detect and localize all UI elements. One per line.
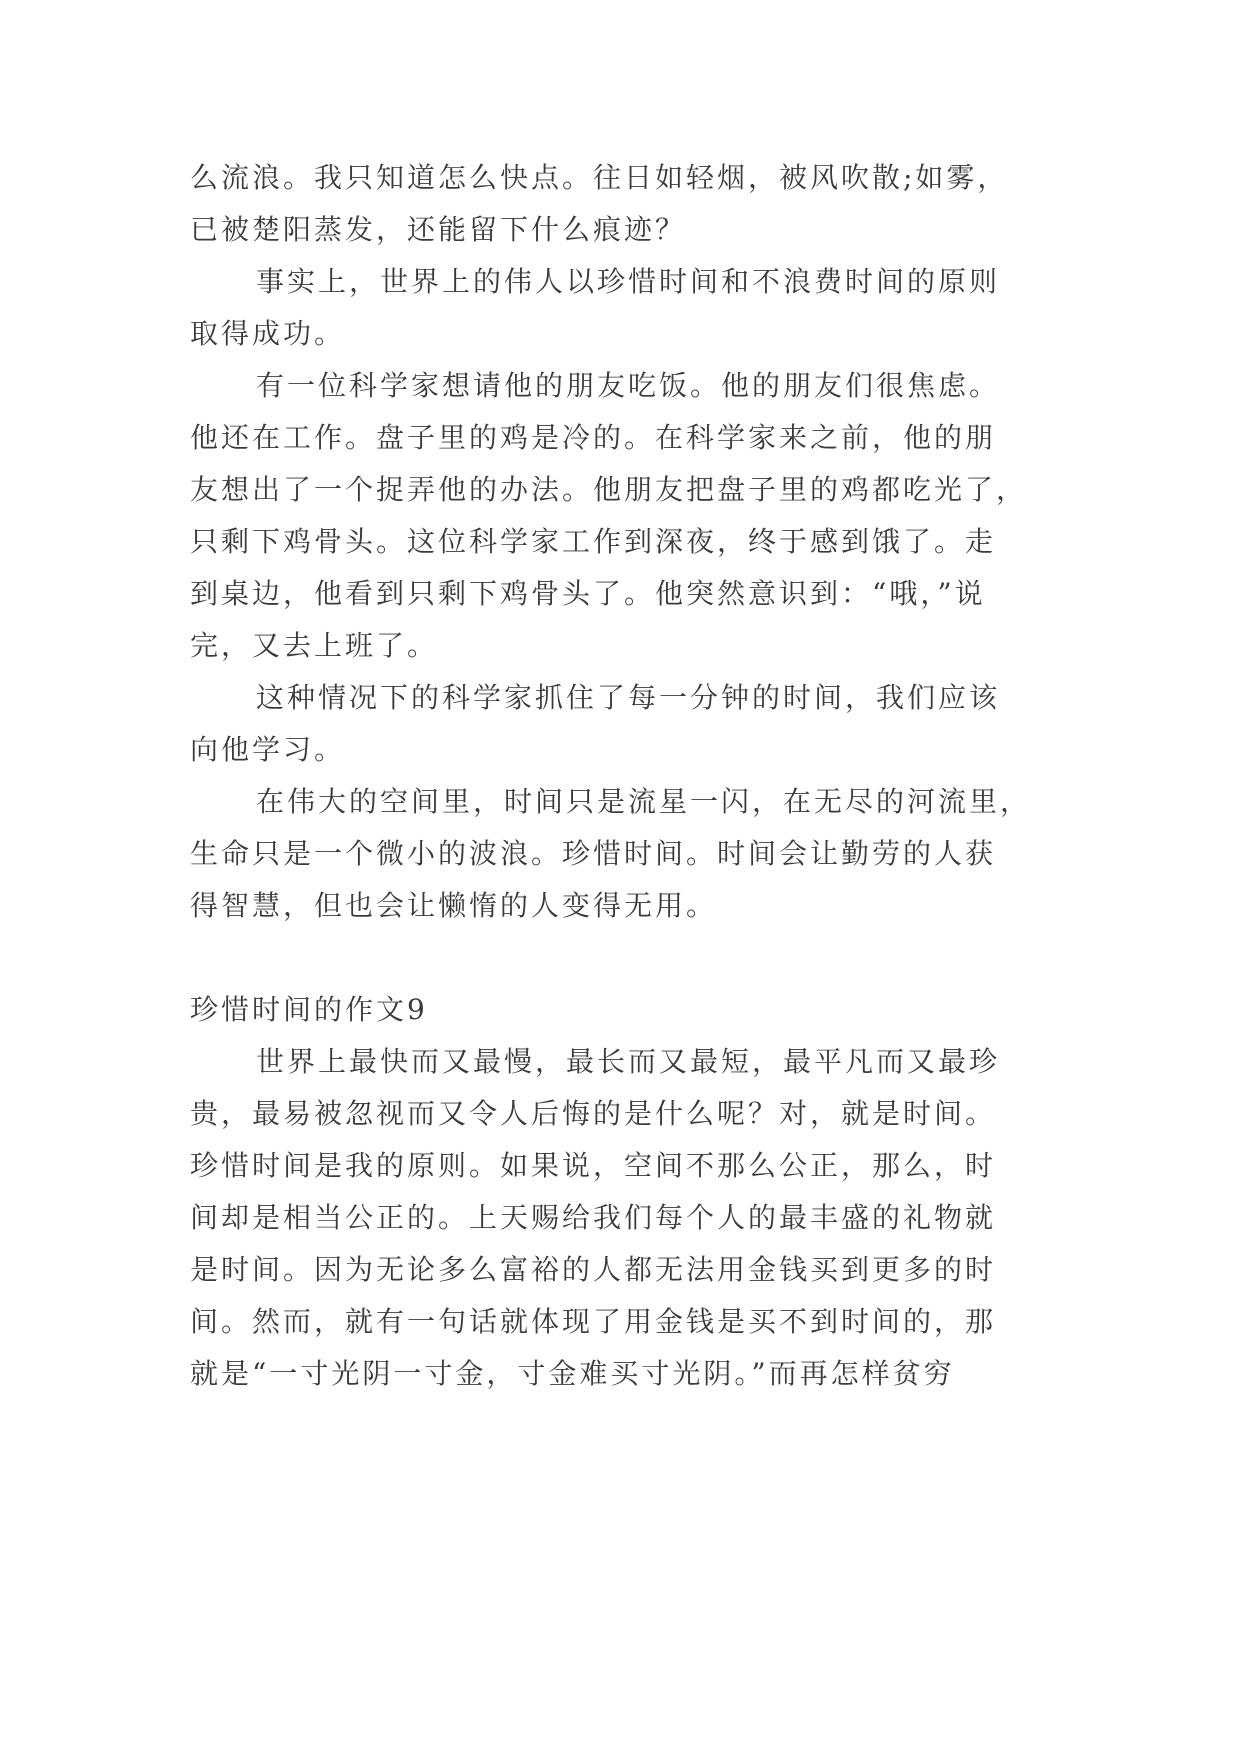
- paragraph-start-line: 这种情况下的科学家抓住了每一分钟的时间，我们应该: [256, 681, 1001, 714]
- paragraph-start-line: 世界上最快而又最慢，最长而又最短，最平凡而又最珍: [256, 1045, 1001, 1078]
- paragraph-start-line: 有一位科学家想请他的朋友吃饭。他的朋友们很焦虑。: [256, 369, 1001, 402]
- text-line: 么流浪。我只知道怎么快点。往日如轻烟，被风吹散;如雾，: [190, 161, 1009, 194]
- paragraph-start-line: 在伟大的空间里，时间只是流星一闪，在无尽的河流里，: [256, 785, 1032, 818]
- text-line: 友想出了一个捉弄他的办法。他朋友把盘子里的鸡都吃光了，: [190, 473, 1028, 506]
- text-line: 到桌边，他看到只剩下鸡骨头了。他突然意识到：“哦，”说: [190, 577, 986, 610]
- text-line: 向他学习。: [190, 733, 346, 766]
- text-line: 取得成功。: [190, 317, 346, 350]
- text-line: 间却是相当公正的。上天赐给我们每个人的最丰盛的礼物就: [190, 1201, 997, 1234]
- text-line: 他还在工作。盘子里的鸡是冷的。在科学家来之前，他的朋: [190, 421, 997, 454]
- text-line: 已被楚阳蒸发，还能留下什么痕迹？: [190, 213, 687, 246]
- text-line: 间。然而，就有一句话就体现了用金钱是买不到时间的，那: [190, 1305, 997, 1338]
- text-line: 就是“一寸光阴一寸金，寸金难买寸光阴。”而再怎样贫穷: [190, 1357, 955, 1390]
- section-heading: 珍惜时间的作文9: [190, 993, 428, 1026]
- text-line: 生命只是一个微小的波浪。珍惜时间。时间会让勤劳的人获: [190, 837, 997, 870]
- text-line: 只剩下鸡骨头。这位科学家工作到深夜，终于感到饿了。走: [190, 525, 997, 558]
- text-line: 珍惜时间是我的原则。如果说，空间不那么公正，那么，时: [190, 1149, 997, 1182]
- text-line: 完，又去上班了。: [190, 629, 439, 662]
- text-line: 贵，最易被忽视而又令人后悔的是什么呢？对，就是时间。: [190, 1097, 997, 1130]
- paragraph-start-line: 事实上，世界上的伟人以珍惜时间和不浪费时间的原则: [256, 265, 1001, 298]
- text-line: 是时间。因为无论多么富裕的人都无法用金钱买到更多的时: [190, 1253, 997, 1286]
- text-line: 得智慧，但也会让懒惰的人变得无用。: [190, 889, 718, 922]
